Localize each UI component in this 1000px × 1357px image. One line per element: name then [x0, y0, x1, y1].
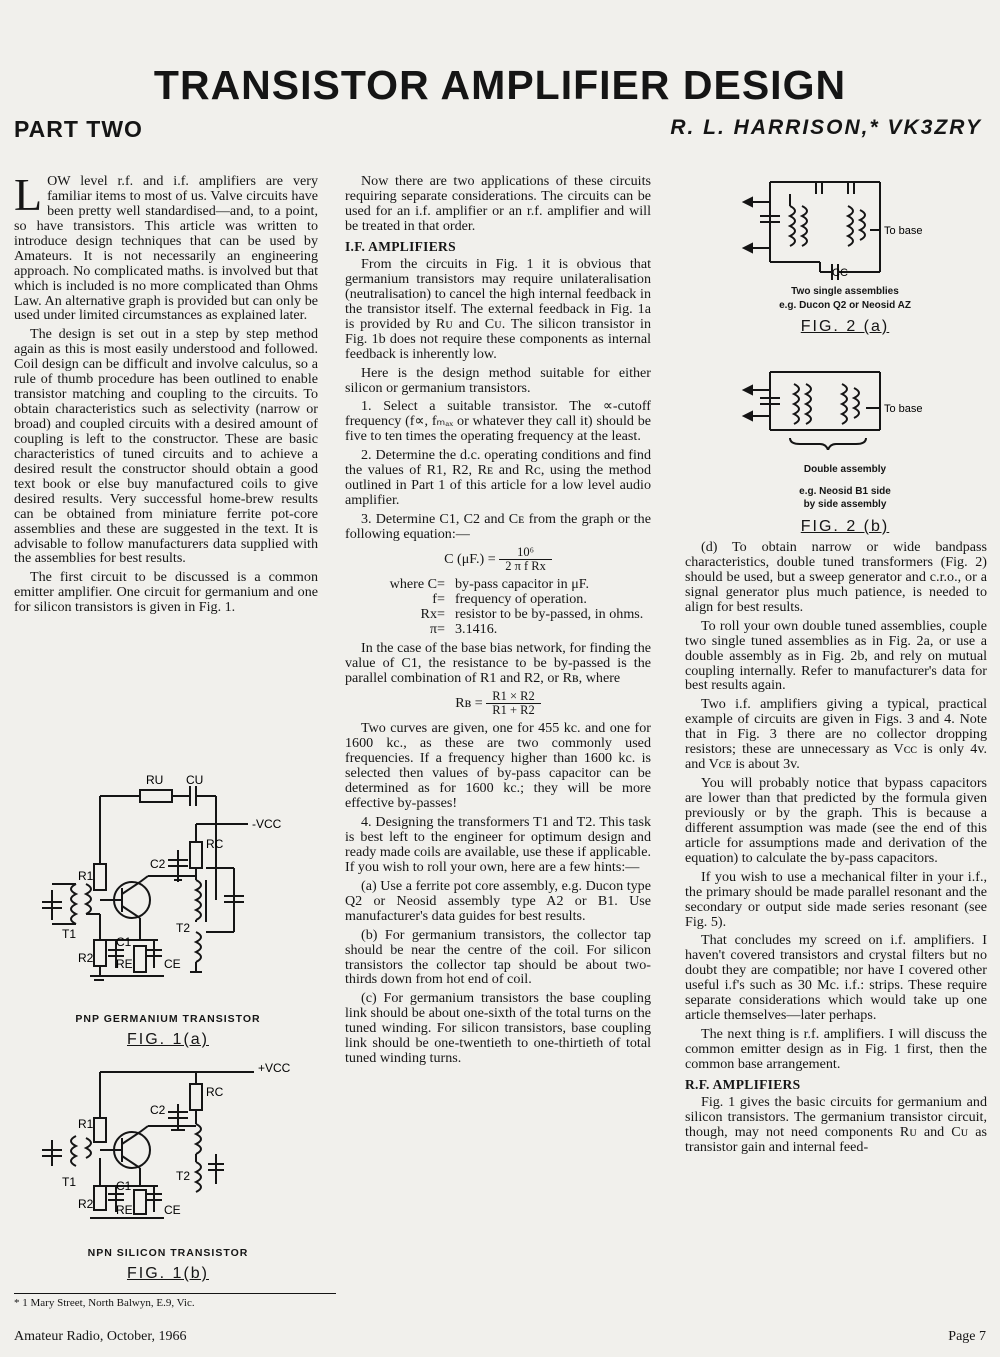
- figure-label: FIG. 1(b): [126, 1265, 209, 1282]
- figure-caption: [730, 463, 960, 512]
- figure-label: FIG. 1(a): [126, 1031, 209, 1048]
- definition-text: resistor to be by-passed, in ohms.: [455, 606, 644, 623]
- paragraph: 4. Designing the transformers T1 and T2. This task is best left to the engineer for optimum design and ready made coils are available, use these if applicable. If you wish to roll your own, here are a few hints:—: [345, 814, 652, 875]
- figure-label: FIG. 2 (b): [800, 517, 890, 535]
- label-r2: R2: [78, 1197, 94, 1211]
- paragraph: Here is the design method suitable for either silicon or germanium transistors.: [345, 364, 651, 396]
- label-r2: R2: [78, 951, 94, 965]
- label-cu: CU: [186, 773, 204, 787]
- equation-parallel: [345, 690, 651, 718]
- label-c1: C1: [116, 1179, 132, 1193]
- equation-definitions: [345, 577, 651, 637]
- figure-caption: NPN SILICON TRANSISTOR: [87, 1247, 249, 1259]
- author-byline: R. L. HARRISON,* VK3ZRY: [670, 116, 982, 139]
- paragraph: 2. Determine the d.c. operating conditions and find the values of R1, R2, Rᴇ and Rᴄ, using the method outlined in Part 1 of this article for a low level audio amplifier.: [345, 447, 651, 509]
- label-rc: RC: [206, 837, 224, 851]
- definition-equals: =: [437, 576, 445, 593]
- label-ru: RU: [146, 773, 164, 787]
- caption-line: Double assembly: [803, 464, 887, 475]
- circuit-diagram-double: [730, 358, 960, 450]
- paragraph: Now there are two applications of these circuits requiring separate considerations. The circuits can be used for an i.f. amplifier or an r.f. amplifier and will be treated in that order.: [345, 173, 651, 234]
- circuit-diagram-two-single: [730, 172, 960, 280]
- column-3: [685, 540, 987, 1159]
- definition-text: 3.1416.: [455, 621, 498, 638]
- equation-denominator: 2 π f Rx: [505, 559, 546, 574]
- label-t1: T1: [62, 1175, 77, 1189]
- section-heading: I.F. AMPLIFIERS: [345, 238, 456, 254]
- footnote-rule: [14, 1293, 336, 1294]
- definition-symbol: where C: [389, 576, 437, 593]
- equation-denominator: R1 + R2: [492, 703, 535, 718]
- paragraph: (d) To obtain narrow or wide bandpass characteristics, double tuned transformers (Fig. 2) should be used, but a sweep generator and c.r.o., or a signal generator plus much patience, is needed to align for best results.: [685, 539, 987, 615]
- label-to-base: To base: [884, 225, 923, 237]
- equation-lhs: C (μF.) =: [444, 550, 496, 567]
- paragraph: (b) For germanium transistors, the collector tap should be near the centre of the coil. For silicon transistors the collector tap should be about two-thirds down from hot end of coil.: [345, 926, 651, 988]
- definition-equals: =: [437, 606, 445, 623]
- paragraph: You will probably notice that bypass capacitors are lower than that predicted by the formula given previously or by the graph. This is because a different assumption was made (see the end of this article for assumptions made and derivation of the equation) to calculate the by-pass capacitors.: [685, 775, 987, 866]
- footer-publication: Amateur Radio, October, 1966: [14, 1329, 187, 1344]
- label-c2: C2: [150, 857, 166, 871]
- label-r1: R1: [78, 869, 94, 883]
- label-t1: T1: [62, 927, 77, 941]
- label-rc: RC: [206, 1085, 224, 1099]
- figure-2a: [730, 172, 960, 348]
- equation-lhs: Rʙ =: [455, 694, 483, 711]
- label-to-base: To base: [884, 403, 923, 415]
- label-vcc: +VCC: [258, 1061, 291, 1075]
- figure-label: FIG. 2 (a): [800, 318, 890, 335]
- figure-caption: PNP GERMANIUM TRANSISTOR: [75, 1013, 261, 1025]
- article-title: TRANSISTOR AMPLIFIER DESIGN: [153, 62, 847, 108]
- intro-text: OW level r.f. and i.f. amplifiers are very familiar items to most of us. Valve circuits have been pretty well standardised—and, to a point, so have transistors. This article was written to introduce design techniques that can be used by Amateurs. It is not necessarily an engineering approach. No complicated maths. is involved but that which is included is no more complicated than Ohms Law. An alternative graph is provided but can only be used under limited circumstances as explained later.: [14, 173, 318, 324]
- paragraph: 1. Select a suitable transistor. The ∝-cutoff frequency (f∝, fₘₐₓ or whatever they call it) should be five to ten times the operating frequency at the least.: [345, 398, 651, 445]
- definition-equals: =: [437, 591, 445, 608]
- label-t2: T2: [176, 1169, 191, 1183]
- equation-fraction: [486, 690, 540, 718]
- label-r1: R1: [78, 1117, 94, 1131]
- column-2: [345, 174, 651, 1070]
- figure-1b: [28, 1058, 308, 1284]
- figure-2b: [730, 358, 960, 535]
- intro-paragraph: [14, 169, 318, 324]
- paragraph: That concludes my screed on i.f. amplifiers. I haven't covered transistors and crystal filters but no doubt they are compatible; nor have I covered other useful i.f's such as 30 Mc. i.f.: strips. These require separate considerations which would take up one article themselves—later perhaps.: [685, 932, 987, 1024]
- caption-line: Two single assemblies: [791, 286, 899, 297]
- caption-line: e.g. Ducon Q2 or Neosid AZ: [779, 299, 911, 311]
- equation-numerator: 10⁶: [499, 546, 552, 560]
- caption-line: e.g. Neosid B1 side: [799, 485, 891, 497]
- paragraph: (a) Use a ferrite pot core assembly, e.g. Ducon type Q2 or Neosid assembly type A2 or B1. Use manufacturer's data guides for best results.: [345, 877, 651, 924]
- paragraph: Two i.f. amplifiers giving a typical, practical example of circuits are given in Figs. 3 and 4. Note that in Fig. 3 there are no collector dropping resistors; these are unnecessary as Vᴄᴄ is only 4v. and Vᴄᴇ is about 3v.: [685, 696, 987, 773]
- definition-symbol: π: [429, 621, 437, 638]
- equation-fraction: [499, 546, 552, 574]
- definition-symbol: f: [432, 591, 437, 608]
- section-heading: R.F. AMPLIFIERS: [685, 1076, 801, 1092]
- definition-text: by-pass capacitor in μF.: [455, 576, 590, 593]
- equation-capacitance: [345, 546, 651, 574]
- label-c1: C1: [116, 935, 132, 949]
- label-re: RE: [116, 1203, 133, 1217]
- part-heading: PART TWO: [14, 116, 143, 142]
- paragraph: In the case of the base bias network, for finding the value of C1, the resistance to be by-passed is the parallel combination of R1 and R2, or Rʙ, where: [345, 640, 651, 687]
- figure-caption: [730, 285, 960, 312]
- definition-symbol: Rx: [420, 606, 437, 623]
- paragraph: From the circuits in Fig. 1 it is obvious that germanium transistors may require unilateralisation (neutralisation) to cancel the high internal feedback in the transistor itself. The external feedback in Fig. 1a is provided by Rᴜ and Cᴜ. The silicon transistor in Fig. 1b does not require these components as internal feedback is inherently low.: [345, 256, 651, 362]
- equation-numerator: R1 × R2: [486, 690, 540, 704]
- label-vcc: -VCC: [252, 817, 282, 831]
- label-re: RE: [116, 957, 133, 971]
- paragraph: 3. Determine C1, C2 and Cᴇ from the graph or the following equation:—: [345, 511, 651, 542]
- footnote: * 1 Mary Street, North Balwyn, E.9, Vic.: [14, 1297, 195, 1309]
- label-t2: T2: [176, 921, 191, 935]
- drop-cap: L: [14, 169, 43, 220]
- paragraph: If you wish to use a mechanical filter in your i.f., the primary should be made parallel resonant and the secondary or output side made series resonant (see Fig. 5).: [685, 868, 987, 930]
- circuit-diagram-pnp: [28, 772, 308, 1008]
- paragraph: Two curves are given, one for 455 kc. and one for 1600 kc., as these are two commonly used frequencies. If a frequency higher than 1600 kc. is selected then values of by-pass capacitor can be determined as for 1600 kc.; they will be more effective by-passes!: [345, 720, 651, 812]
- paragraph: The design is set out in a step by step method again as this is most easily understood and followed. Coil design can be difficult and involve calculus, so a rule of thumb procedure has been outlined to enable transistor matching and coupling to the circuits. To obtain characteristics such as selectivity (narrow or broad) and coupled circuits with a desired amount of coupling is left to the constructor. These are basic characteristics of tuned circuits and to achieve a desired result the constructor should obtain a good text book or else buy manufactured coils to give desired results. Very successful home-brew results can be obtained from miniature ferrite pot-core assemblies and these are suggested in the text. It is advisable to follow manufacturers data supplied with the assemblies for best results.: [14, 326, 318, 567]
- label-ce: CE: [164, 1203, 181, 1217]
- label-cc: CC: [832, 267, 848, 279]
- label-ce: CE: [164, 957, 181, 971]
- figure-1a: [28, 772, 308, 1048]
- label-c2: C2: [150, 1103, 166, 1117]
- paragraph: Fig. 1 gives the basic circuits for germanium and silicon transistors. The germanium transistor circuit, though, may not need components Rᴜ and Cᴜ as transistor gain and internal feed-: [685, 1094, 987, 1155]
- paragraph: To roll your own double tuned assemblies, couple two single tuned assemblies as in Fig. 2a, or use a double assembly as in Fig. 2b, and rely on mutual coupling internally. Refer to manufacturer's data for best results again.: [685, 617, 987, 694]
- column-1: [14, 169, 318, 619]
- paragraph: The next thing is r.f. amplifiers. I will discuss the common emitter design as in Fig. 1 first, then the common base arrangement.: [685, 1026, 987, 1072]
- paragraph: The first circuit to be discussed is a common emitter amplifier. One circuit for germanium and one for silicon transistors is given in Fig. 1.: [14, 569, 318, 616]
- circuit-diagram-npn: [28, 1058, 308, 1238]
- caption-line: by side assembly: [803, 499, 887, 510]
- paragraph: (c) For germanium transistors the base coupling link should be about one-sixth of the total turns on the tuned winding. For silicon transistors, base coupling link should be one-twentieth to one-thirtieth of total tuned winding turns.: [345, 990, 651, 1067]
- definition-equals: =: [437, 621, 445, 638]
- footer-page-number: Page 7: [948, 1329, 986, 1344]
- definition-text: frequency of operation.: [455, 591, 587, 608]
